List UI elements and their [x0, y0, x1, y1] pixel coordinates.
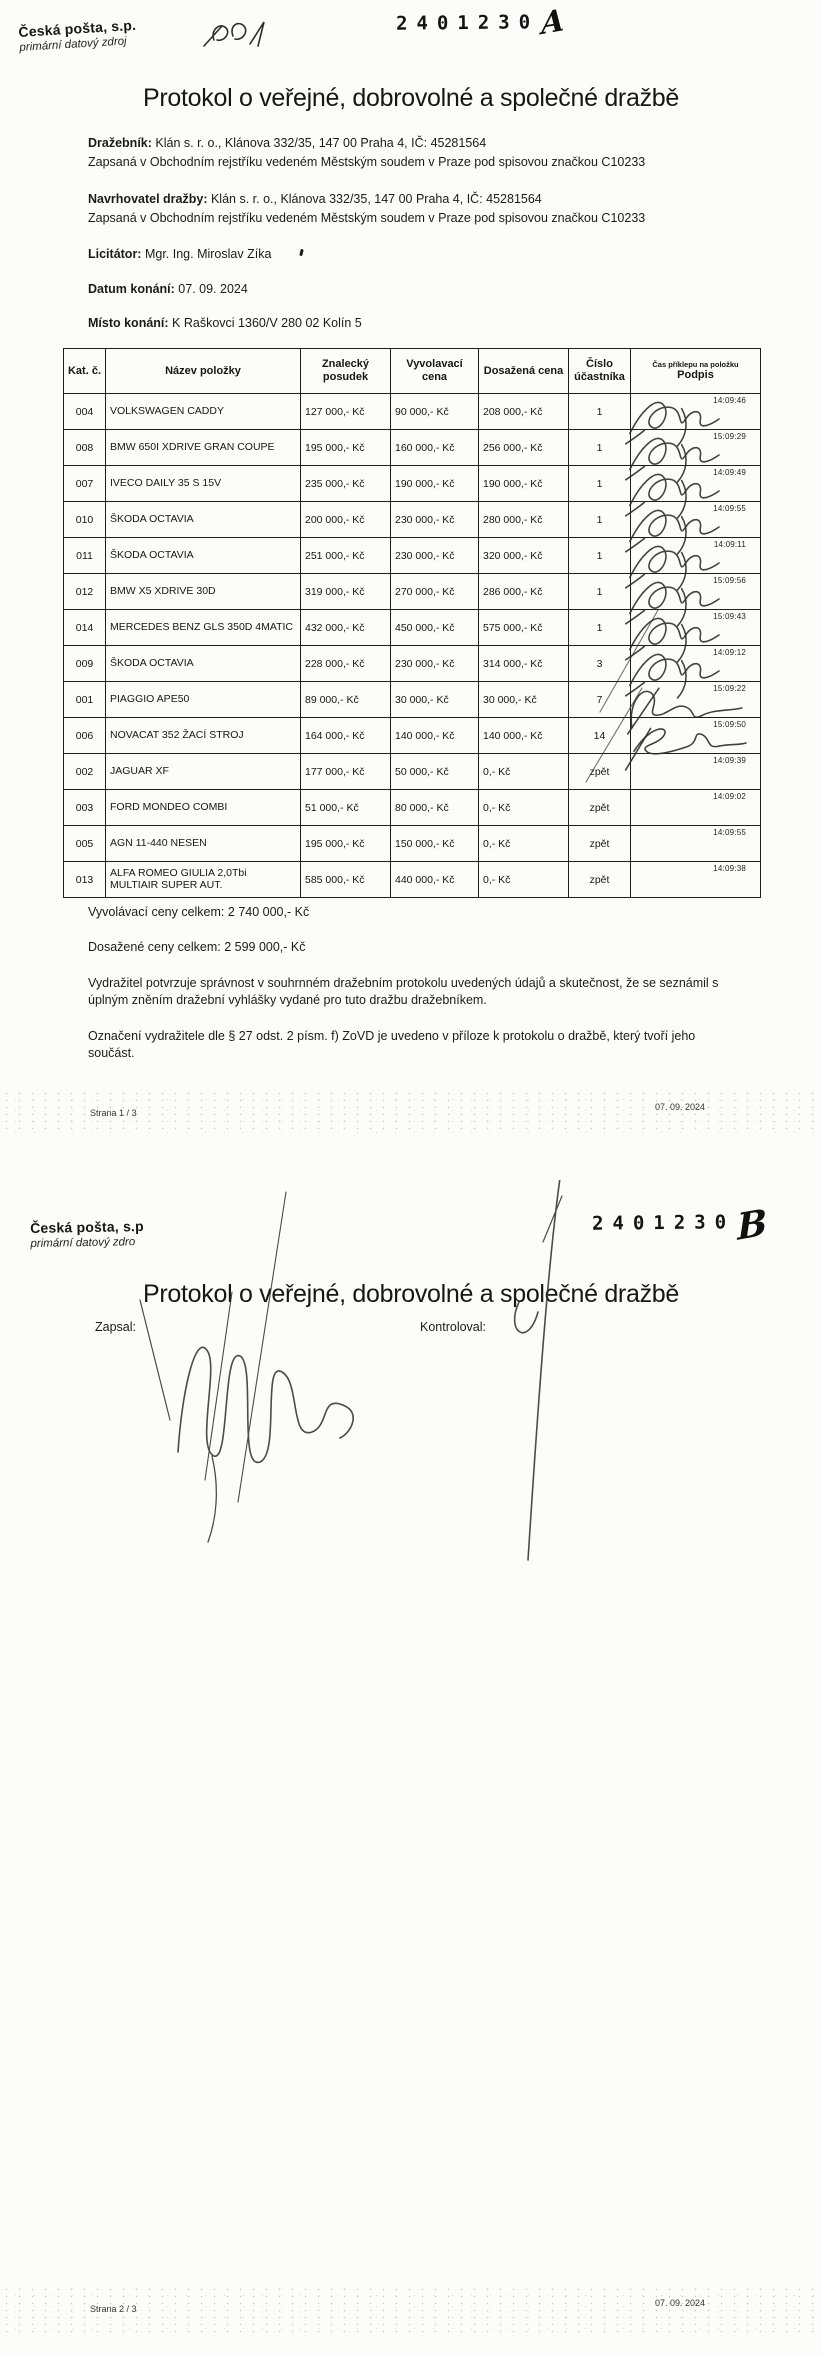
- item-name: JAGUAR XF: [106, 754, 301, 790]
- venue-value: K Raškovci 1360/V 280 02 Kolín 5: [172, 316, 362, 330]
- achieved-total-label: Dosažené ceny celkem:: [88, 940, 221, 954]
- col-vyvolavaci: Vyvolavací cena: [391, 349, 479, 394]
- item-number: 006: [64, 718, 106, 754]
- org-name: Česká pošta, s.p.: [18, 16, 137, 40]
- participant-number: zpět: [569, 754, 631, 790]
- licitator-line: [88, 247, 271, 261]
- table-row: [64, 466, 761, 502]
- achieved-total-value: 2 599 000,- Kč: [224, 940, 306, 954]
- table-row: [64, 862, 761, 898]
- table-row: [64, 754, 761, 790]
- date-label: Datum konání:: [88, 282, 175, 296]
- achieved-price: 190 000,- Kč: [479, 466, 569, 502]
- starting-price: 440 000,- Kč: [391, 862, 479, 898]
- stamp-letter-handwritten: A: [540, 2, 565, 43]
- auction-table: [63, 348, 761, 898]
- participant-number: 3: [569, 646, 631, 682]
- hammer-time: 15:09:50: [713, 720, 746, 729]
- participant-number: 1: [569, 394, 631, 430]
- achieved-price: 0,- Kč: [479, 862, 569, 898]
- col-cas-podpis: [631, 349, 761, 394]
- handwritten-mark: [200, 16, 270, 52]
- participant-number: 1: [569, 466, 631, 502]
- page2-date: 07. 09. 2024: [655, 2298, 706, 2308]
- auctioneer-value: Klán s. r. o., Klánova 332/35, 147 00 Praha 4, IČ: 45281564: [155, 136, 487, 150]
- starting-price: 150 000,- Kč: [391, 826, 479, 862]
- hammer-time: 15:09:56: [713, 576, 746, 585]
- auctioneer-label: Dražebník:: [88, 136, 152, 150]
- time-signature-cell: [631, 538, 761, 574]
- page2-signatures: [0, 1180, 822, 2355]
- starting-price: 270 000,- Kč: [391, 574, 479, 610]
- participant-number: zpět: [569, 862, 631, 898]
- auctioneer-line: [88, 136, 486, 150]
- col-dosazena: Dosažená cena: [479, 349, 569, 394]
- participant-number: 14: [569, 718, 631, 754]
- achieved-price: 208 000,- Kč: [479, 394, 569, 430]
- proposer-value: Klán s. r. o., Klánova 332/35, 147 00 Praha 4, IČ: 45281564: [210, 192, 542, 206]
- time-signature-cell: [631, 718, 761, 754]
- appraisal-price: 164 000,- Kč: [301, 718, 391, 754]
- participant-number: zpět: [569, 826, 631, 862]
- item-number: 010: [64, 502, 106, 538]
- table-row: [64, 646, 761, 682]
- item-number: 007: [64, 466, 106, 502]
- hammer-time: 14:09:38: [713, 864, 746, 873]
- starting-price: 30 000,- Kč: [391, 682, 479, 718]
- table-row: [64, 682, 761, 718]
- letterhead-2: [30, 1218, 144, 1250]
- appraisal-price: 89 000,- Kč: [301, 682, 391, 718]
- hammer-time: 14:09:12: [713, 648, 746, 657]
- participant-number: 1: [569, 538, 631, 574]
- starting-price: 80 000,- Kč: [391, 790, 479, 826]
- designation-paragraph: Označení vydražitele dle § 27 odst. 2 písm. f) ZoVD je uvedeno v příloze k protokolu o dražbě, který tvoří jeho součást.: [88, 1029, 696, 1060]
- table-row: [64, 430, 761, 466]
- starting-price: 160 000,- Kč: [391, 430, 479, 466]
- time-signature-cell: [631, 574, 761, 610]
- item-name: BMW 650I XDRIVE GRAN COUPE: [106, 430, 301, 466]
- time-signature-cell: [631, 826, 761, 862]
- case-number-stamp: [395, 2, 565, 43]
- ink-blot: [299, 249, 304, 257]
- hammer-time: 14:09:46: [713, 396, 746, 405]
- starting-price: 450 000,- Kč: [391, 610, 479, 646]
- appraisal-price: 235 000,- Kč: [301, 466, 391, 502]
- time-signature-cell: [631, 466, 761, 502]
- hammer-time: 14:09:49: [713, 468, 746, 477]
- participant-number: zpět: [569, 790, 631, 826]
- table-row: [64, 826, 761, 862]
- table-row: [64, 790, 761, 826]
- participant-number: 7: [569, 682, 631, 718]
- appraisal-price: 195 000,- Kč: [301, 430, 391, 466]
- table-row: [64, 538, 761, 574]
- item-number: 002: [64, 754, 106, 790]
- starting-total-line: [88, 905, 309, 919]
- item-name: VOLKSWAGEN CADDY: [106, 394, 301, 430]
- achieved-price: 0,- Kč: [479, 826, 569, 862]
- org-subtitle-2: primární datový zdro: [30, 1236, 136, 1250]
- page-1: [0, 0, 822, 1150]
- starting-price: 50 000,- Kč: [391, 754, 479, 790]
- recorded-by-label: Zapsal:: [95, 1320, 136, 1334]
- case-number-stamp-2: [591, 1201, 769, 1249]
- document-title: Protokol o veřejné, dobrovolné a společné dražbě: [143, 84, 679, 112]
- hammer-time: 15:09:22: [713, 684, 746, 693]
- table-row: [64, 718, 761, 754]
- item-number: 009: [64, 646, 106, 682]
- item-name: PIAGGIO APE50: [106, 682, 301, 718]
- page1-date: 07. 09. 2024: [655, 1102, 706, 1112]
- time-signature-cell: [631, 754, 761, 790]
- item-name: BMW X5 XDRIVE 30D: [106, 574, 301, 610]
- achieved-price: 30 000,- Kč: [479, 682, 569, 718]
- appraisal-price: 585 000,- Kč: [301, 862, 391, 898]
- appraisal-price: 177 000,- Kč: [301, 754, 391, 790]
- starting-price: 90 000,- Kč: [391, 394, 479, 430]
- item-number: 004: [64, 394, 106, 430]
- date-value: 07. 09. 2024: [178, 282, 248, 296]
- item-number: 008: [64, 430, 106, 466]
- page1-number: Strana 1 / 3: [90, 1108, 137, 1118]
- item-name: ŠKODA OCTAVIA: [106, 646, 301, 682]
- table-row: [64, 610, 761, 646]
- date-line: [88, 282, 248, 296]
- starting-price: 190 000,- Kč: [391, 466, 479, 502]
- time-signature-cell: [631, 502, 761, 538]
- licitator-label: Licitátor:: [88, 247, 142, 261]
- participant-number: 1: [569, 430, 631, 466]
- stamp-digits-2: 2401230: [591, 1211, 736, 1235]
- time-signature-cell: [631, 430, 761, 466]
- item-number: 012: [64, 574, 106, 610]
- appraisal-price: 432 000,- Kč: [301, 610, 391, 646]
- proposer-registry-note: Zapsaná v Obchodním rejstříku vedeném Městským soudem v Praze pod spisovou značkou C10233: [88, 211, 646, 225]
- item-number: 011: [64, 538, 106, 574]
- item-number: 005: [64, 826, 106, 862]
- stamp-digits: 2401230: [395, 11, 540, 35]
- appraisal-price: 127 000,- Kč: [301, 394, 391, 430]
- time-signature-cell: [631, 862, 761, 898]
- hammer-time: 15:09:43: [713, 612, 746, 621]
- auction-table-body: [64, 394, 761, 898]
- org-subtitle: primární datový zdroj: [19, 35, 128, 54]
- col-nazev: Název položky: [106, 349, 301, 394]
- col-podpis-label: Podpis: [677, 369, 714, 381]
- item-name: NOVACAT 352 ŽACÍ STROJ: [106, 718, 301, 754]
- appraisal-price: 200 000,- Kč: [301, 502, 391, 538]
- table-row: [64, 394, 761, 430]
- item-number: 014: [64, 610, 106, 646]
- hammer-time: 14:09:55: [713, 504, 746, 513]
- achieved-total-line: [88, 940, 306, 954]
- page2-number: Strana 2 / 3: [90, 2304, 137, 2314]
- appraisal-price: 51 000,- Kč: [301, 790, 391, 826]
- participant-number: 1: [569, 610, 631, 646]
- proposer-line: [88, 192, 542, 206]
- venue-label: Místo konání:: [88, 316, 169, 330]
- hammer-time: 14:09:39: [713, 756, 746, 765]
- starting-total-label: Vyvolávací ceny celkem:: [88, 905, 225, 919]
- confirmation-paragraph: Vydražitel potvrzuje správnost v souhrnném dražebním protokolu uvedených údajů a skutečnost, že se seznámil s úplným zněním dražební vyhlášky vydané pro tuto dražbu dražebníkem.: [88, 976, 719, 1007]
- time-signature-cell: [631, 790, 761, 826]
- auction-table-header: [64, 349, 761, 394]
- time-signature-cell: [631, 646, 761, 682]
- starting-price: 140 000,- Kč: [391, 718, 479, 754]
- time-signature-cell: [631, 610, 761, 646]
- appraisal-price: 195 000,- Kč: [301, 826, 391, 862]
- table-row: [64, 502, 761, 538]
- col-cas-label: Čas příklepu na položku: [652, 360, 739, 369]
- item-name: MERCEDES BENZ GLS 350D 4MATIC: [106, 610, 301, 646]
- item-name: ŠKODA OCTAVIA: [106, 538, 301, 574]
- starting-total-value: 2 740 000,- Kč: [227, 905, 310, 919]
- appraisal-price: 319 000,- Kč: [301, 574, 391, 610]
- hammer-time: 14:09:55: [713, 828, 746, 837]
- kontroloval-stroke: [528, 1180, 560, 1560]
- achieved-price: 256 000,- Kč: [479, 430, 569, 466]
- checked-by-label: Kontroloval:: [420, 1320, 487, 1334]
- item-name: IVECO DAILY 35 S 15V: [106, 466, 301, 502]
- stamp-letter-handwritten-2: B: [736, 1201, 769, 1249]
- licitator-value: Mgr. Ing. Miroslav Zíka: [144, 247, 272, 261]
- hammer-time: 15:09:29: [713, 432, 746, 441]
- venue-line: [88, 316, 362, 330]
- item-name: AGN 11-440 NESEN: [106, 826, 301, 862]
- achieved-price: 320 000,- Kč: [479, 538, 569, 574]
- item-name: FORD MONDEO COMBI: [106, 790, 301, 826]
- participant-number: 1: [569, 502, 631, 538]
- achieved-price: 286 000,- Kč: [479, 574, 569, 610]
- achieved-price: 140 000,- Kč: [479, 718, 569, 754]
- starting-price: 230 000,- Kč: [391, 502, 479, 538]
- participant-number: 1: [569, 574, 631, 610]
- proposer-label: Navrhovatel dražby:: [88, 192, 208, 206]
- starting-price: 230 000,- Kč: [391, 538, 479, 574]
- col-ucastnik: Číslo účastníka: [569, 349, 631, 394]
- item-number: 013: [64, 862, 106, 898]
- appraisal-price: 251 000,- Kč: [301, 538, 391, 574]
- item-name: ALFA ROMEO GIULIA 2,0Tbi MULTIAIR SUPER AUT.: [106, 862, 301, 898]
- page-2: [0, 1180, 822, 2355]
- starting-price: 230 000,- Kč: [391, 646, 479, 682]
- letterhead: [18, 17, 137, 54]
- achieved-price: 0,- Kč: [479, 754, 569, 790]
- item-number: 001: [64, 682, 106, 718]
- item-number: 003: [64, 790, 106, 826]
- hammer-time: 14:09:02: [713, 792, 746, 801]
- achieved-price: 0,- Kč: [479, 790, 569, 826]
- table-row: [64, 574, 761, 610]
- col-kat: Kat. č.: [64, 349, 106, 394]
- col-znalecky: Znalecký posudek: [301, 349, 391, 394]
- achieved-price: 575 000,- Kč: [479, 610, 569, 646]
- org-name-2: Česká pošta, s.p: [30, 1218, 144, 1236]
- achieved-price: 314 000,- Kč: [479, 646, 569, 682]
- appraisal-price: 228 000,- Kč: [301, 646, 391, 682]
- zapsal-stroke: [205, 1292, 232, 1480]
- time-signature-cell: [631, 394, 761, 430]
- auctioneer-registry-note: Zapsaná v Obchodním rejstříku vedeném Městským soudem v Praze pod spisovou značkou C10233: [88, 155, 646, 169]
- document-title-2: Protokol o veřejné, dobrovolné a společné dražbě: [143, 1280, 679, 1308]
- time-signature-cell: [631, 682, 761, 718]
- achieved-price: 280 000,- Kč: [479, 502, 569, 538]
- item-name: ŠKODA OCTAVIA: [106, 502, 301, 538]
- hammer-time: 14:09:11: [713, 540, 746, 549]
